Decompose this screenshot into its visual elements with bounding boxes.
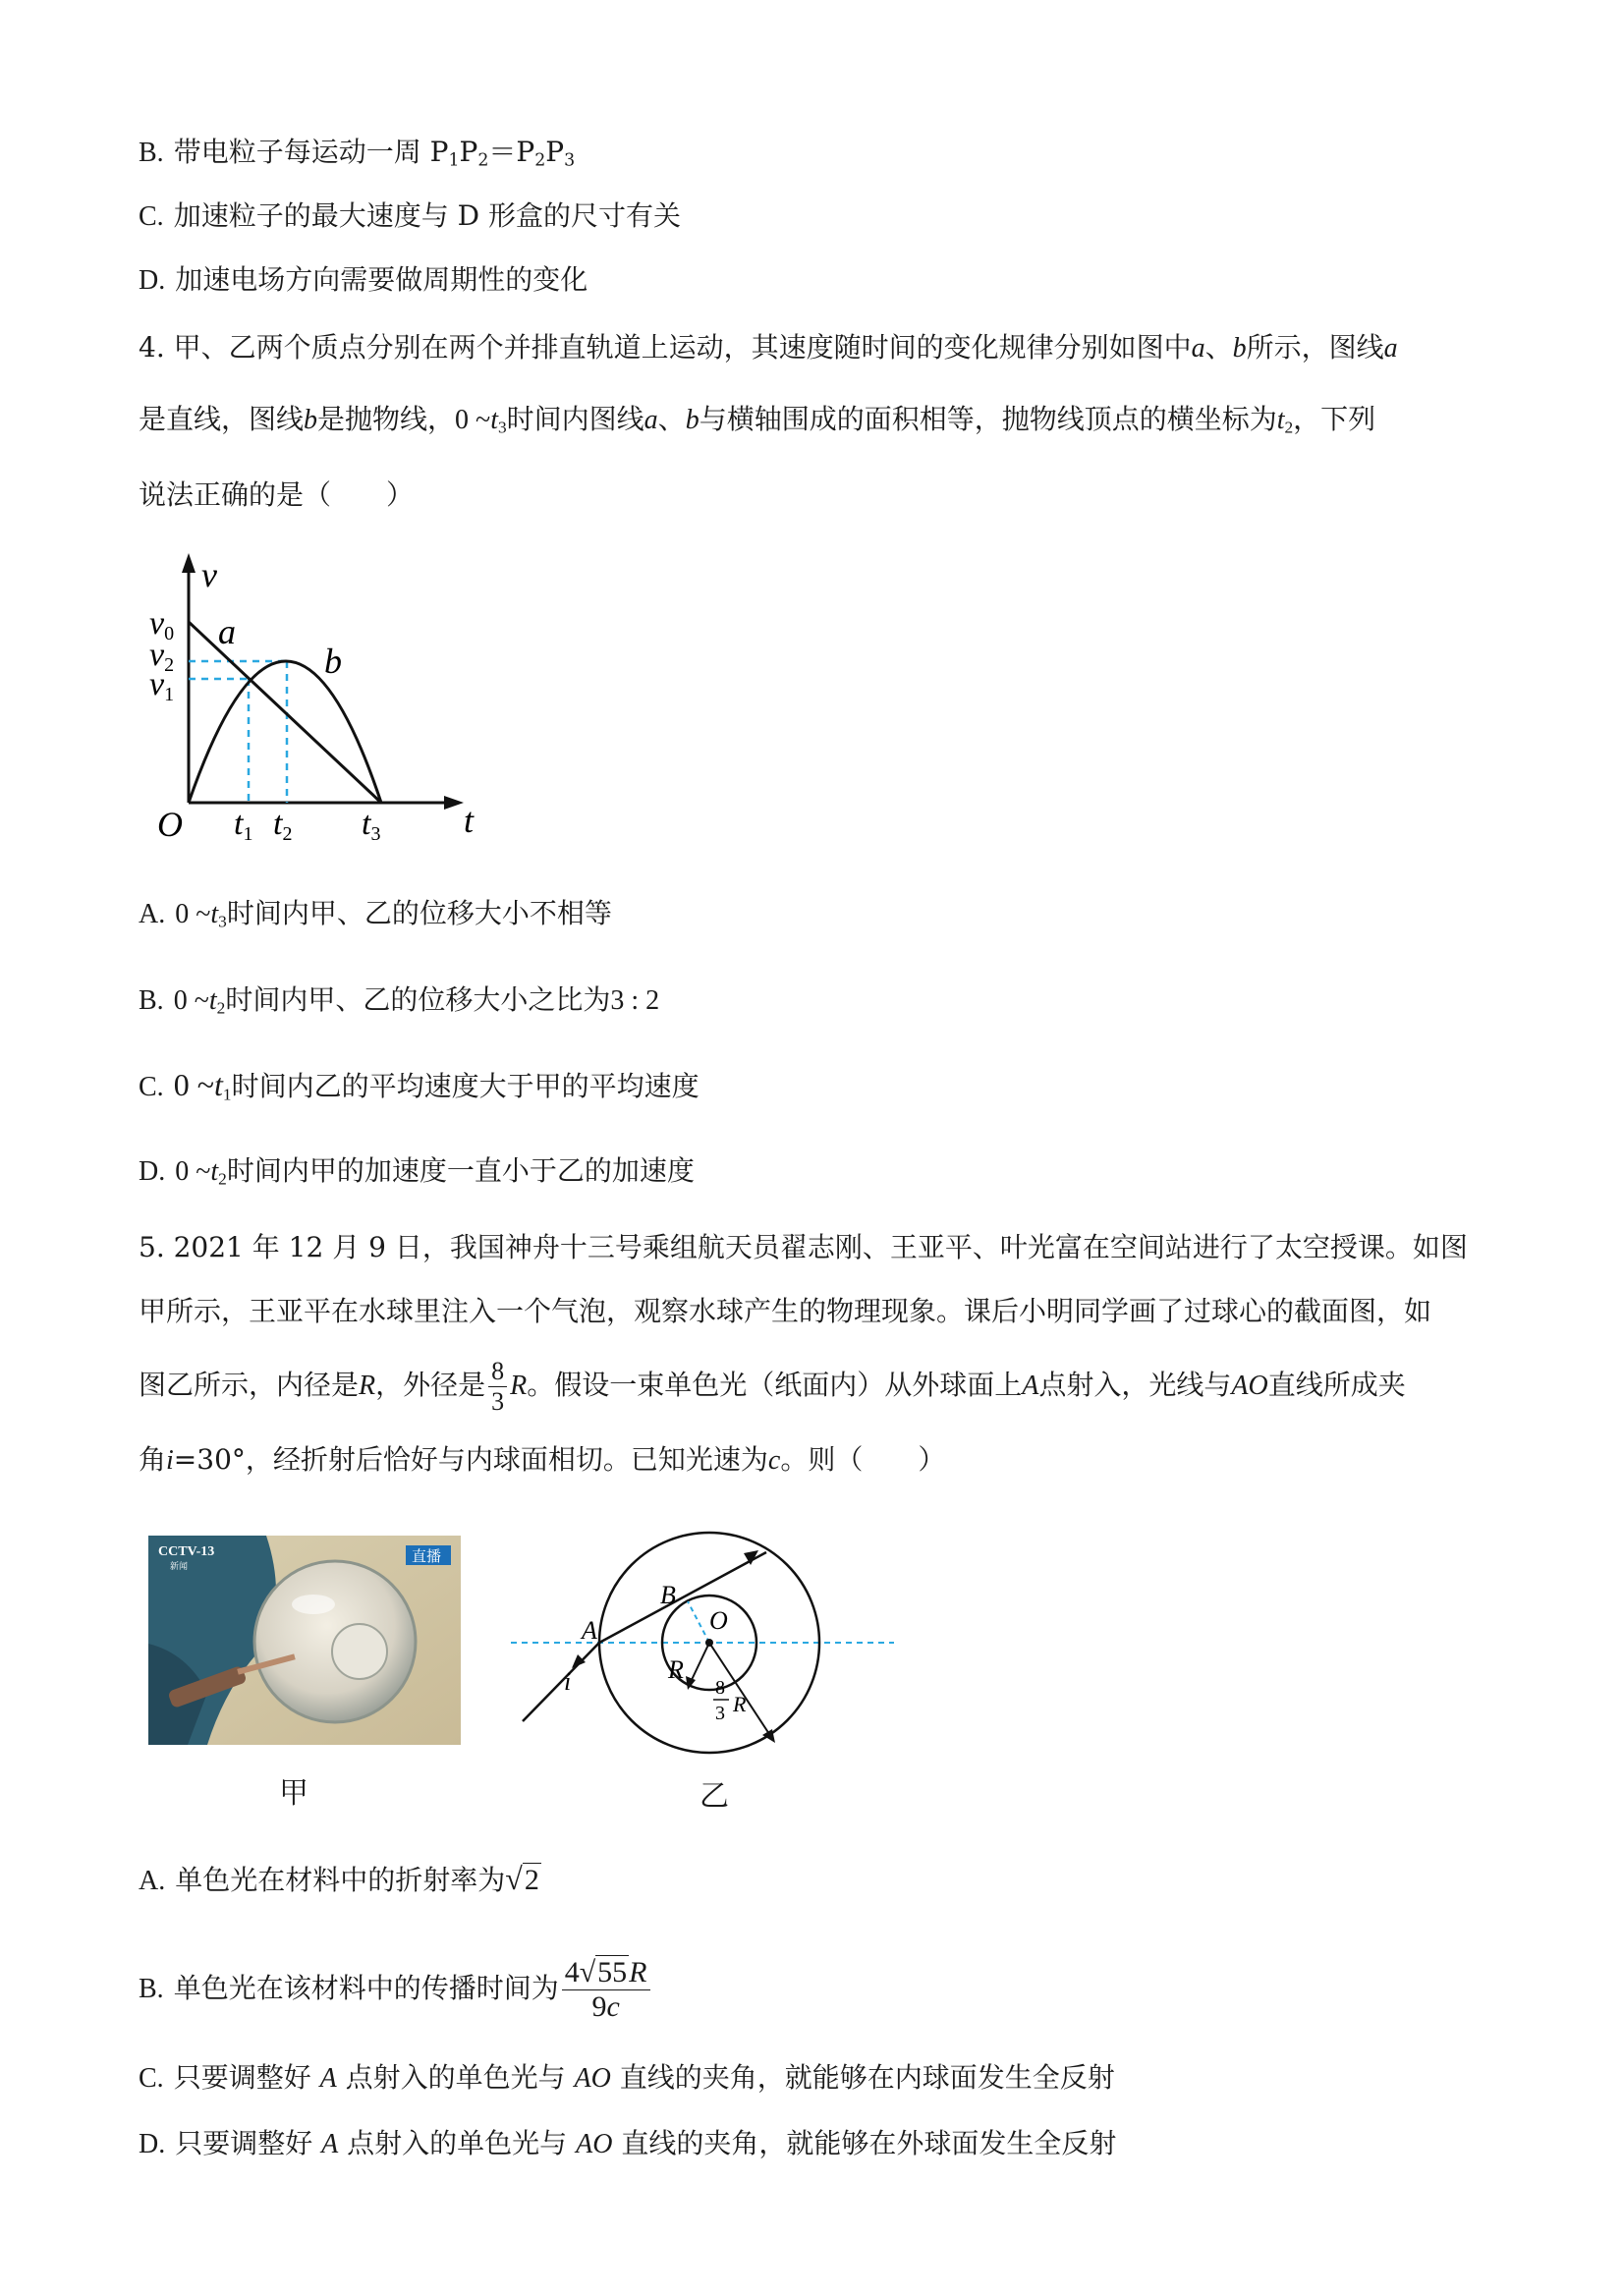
t-axis-arrow-icon — [444, 796, 464, 810]
option-label: C. — [139, 1072, 164, 1102]
cctv-logo-sub: 新闻 — [170, 1561, 189, 1571]
q5-option-c: C. 只要调整好 A 点射入的单色光与 AO 直线的夹角，就能够在内球面发生全反射 — [139, 2061, 1115, 2094]
q4-option-d: D. 0 $\sim t_2$时间内甲的加速度一直小于乙的加速度 — [139, 1154, 695, 1189]
point-a-label: A — [582, 1616, 597, 1645]
point-b-label: B — [660, 1581, 676, 1609]
caption-jia: 甲 — [279, 1776, 308, 1811]
outer-radius-frac-den: 3 — [715, 1703, 725, 1724]
q5-option-b: B. 单色光在该材料中的传播时间为 $\frac{4√55R}{9c}$ — [139, 1947, 653, 2031]
parabola-b — [189, 661, 381, 803]
caption-yi: 乙 — [700, 1779, 729, 1814]
option-label: D. — [139, 2129, 166, 2159]
q5-stem-line1: 5. 2021 年 12 月 9 日，我国神舟十三号乘组航天员翟志刚、王亚平、叶光富在空间站进行了太空授课。如图 — [139, 1231, 1468, 1263]
cctv-logo: CCTV-13 — [158, 1544, 215, 1559]
q5-stem-line3: 图乙所示，内径是R，外径是 $\frac{8}{3}$ R。假设一束单色光（纸面内）从外球面上A点射入，光线与AO直线所成夹 — [139, 1357, 1406, 1416]
q4-stem-line1: 4. 甲、乙两个质点分别在两个并排直轨道上运动，其速度随时间的变化规律分别如图中a、b所示，图线a — [139, 331, 1398, 364]
fraction-propagation-time: $\frac{4√55R}{9c}$ — [562, 1956, 650, 2025]
q4-stem-line2: 是直线，图线b是抛物线，0 $\sim t_3$时间内图线a、b与横轴围成的面积相等，抛物线顶点的横坐标为$t_2$，下列 — [139, 403, 1376, 437]
outer-radius-label: R — [733, 1692, 747, 1716]
option-label: C. — [139, 2063, 164, 2094]
v-axis-arrow-icon — [182, 553, 196, 573]
q5-stem-line4: 角i=30°，经折射后恰好与内球面相切。已知光速为c。则（ ） — [139, 1443, 946, 1476]
point-o-label: O — [709, 1606, 728, 1635]
space-lecture-photo — [148, 1536, 461, 1745]
outer-radius-frac-num: 8 — [715, 1677, 725, 1699]
option-label: B. — [139, 138, 164, 168]
q5-stem-line2: 甲所示，王亚平在水球里注入一个气泡，观察水球产生的物理现象。课后小明同学画了过球心的截面图，如 — [139, 1295, 1432, 1327]
option-label: A. — [139, 1866, 166, 1896]
q5-option-d: D. 只要调整好 A 点射入的单色光与 AO 直线的夹角，就能够在外球面发生全反射 — [139, 2127, 1117, 2159]
live-badge-text: 直播 — [412, 1549, 442, 1565]
option-label: D. — [139, 1156, 166, 1187]
q4-option-c: C. 0 $\sim t_1$时间内乙的平均速度大于甲的平均速度 — [139, 1067, 700, 1104]
refracted-ray — [599, 1552, 766, 1643]
fraction-8-3: $\frac{8}{3}$ — [488, 1357, 507, 1417]
q3-option-d: D. 加速电场方向需要做周期性的变化 — [139, 263, 588, 296]
v0-label: v0 — [149, 605, 175, 644]
option-label: B. — [139, 1974, 164, 2004]
option-label: C. — [139, 201, 164, 232]
option-label: D. — [139, 265, 166, 296]
curve-a-label: a — [218, 612, 236, 651]
v-axis-label: v — [201, 555, 217, 594]
q3-option-c: C. 加速粒子的最大速度与 D 形盒的尺寸有关 — [139, 199, 681, 232]
t1-label: t1 — [234, 806, 253, 845]
v1-label: v1 — [149, 666, 175, 705]
curve-b-label: b — [324, 642, 342, 681]
t3-label: t3 — [362, 806, 381, 845]
angle-i-label: i — [564, 1667, 572, 1696]
option-label: B. — [139, 985, 164, 1016]
sphere-cross-section-diagram — [501, 1513, 904, 1768]
incident-ray — [523, 1643, 599, 1721]
q5-option-a: A. 单色光在材料中的折射率为√2 — [139, 1861, 539, 1896]
t-axis-label: t — [464, 801, 475, 840]
ob-line — [688, 1601, 709, 1643]
inner-radius-line — [690, 1643, 709, 1684]
t2-label: t2 — [273, 806, 293, 845]
q4-option-b: B. 0 $\sim t_2$时间内甲、乙的位移大小之比为3 : 2 — [139, 983, 660, 1018]
velocity-time-graph — [147, 545, 501, 860]
option-label: A. — [139, 899, 166, 929]
v2-label: v2 — [149, 637, 175, 676]
incident-arrow-icon — [572, 1654, 586, 1668]
inner-radius-label: R — [668, 1655, 684, 1684]
q3-option-b: B. 带电粒子每运动一周 $P_1P_2=P_2P_3$ — [139, 136, 576, 171]
q4-option-a: A. 0 $\sim t_3$时间内甲、乙的位移大小不相等 — [139, 897, 612, 931]
origin-label: O — [157, 805, 183, 844]
q4-stem-line3: 说法正确的是（ ） — [139, 478, 415, 511]
